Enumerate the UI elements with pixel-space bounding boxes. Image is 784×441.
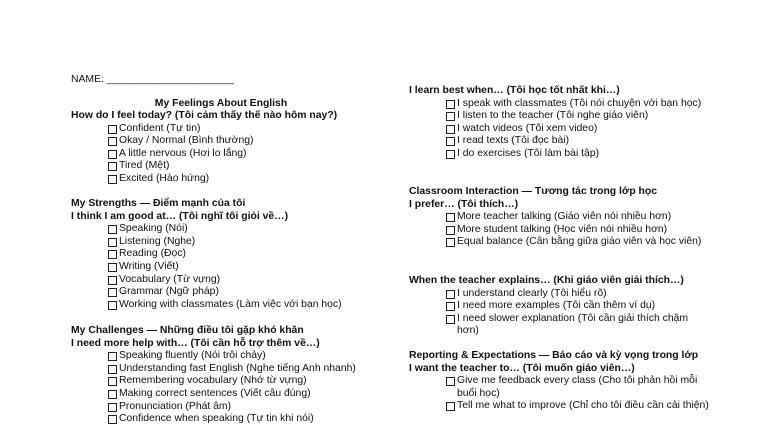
checkbox-item[interactable]: Equal balance (Cân bằng giữa giáo viên và học viên) [446, 236, 709, 249]
checkbox-list [409, 288, 709, 338]
section-strengths [71, 198, 371, 311]
section-reporting [409, 350, 709, 413]
section-teacher-explains [409, 275, 709, 338]
checkbox-item[interactable]: Making correct sentences (Viết câu đúng) [108, 388, 371, 401]
page-title: My Feelings About English [154, 98, 288, 109]
checkbox-list [71, 223, 371, 311]
section-question: I learn best when… (Tôi học tốt nhất khi…) [409, 85, 620, 96]
checkbox-item[interactable]: I listen to the teacher (Tôi nghe giáo viên) [446, 110, 709, 123]
checkbox-list [409, 375, 709, 413]
checkbox-item[interactable]: I watch videos (Tôi xem video) [446, 123, 709, 136]
section-heading: My Challenges — Những điều tôi gặp khó khăn [71, 325, 304, 336]
checkbox-list [409, 211, 709, 249]
checkbox-item[interactable]: Give me feedback every class (Cho tôi phản hồi mỗi buổi học) [446, 375, 709, 400]
checkbox-item[interactable]: More student talking (Học viên nói nhiều hơn) [446, 224, 709, 237]
checkbox-item[interactable]: A little nervous (Hơi lo lắng) [108, 148, 371, 161]
section-question: I want the teacher to… (Tôi muốn giáo viên…) [409, 362, 635, 374]
section-question: I need more help with… (Tôi cần hỗ trợ thêm về…) [71, 337, 320, 349]
checkbox-item[interactable]: I read texts (Tôi đọc bài) [446, 135, 709, 148]
checkbox-item[interactable]: I speak with classmates (Tôi nói chuyện với bạn học) [446, 98, 709, 111]
checkbox-item[interactable]: I need more examples (Tôi cần thêm ví dụ) [446, 300, 709, 313]
checkbox-item[interactable]: Understanding fast English (Nghe tiếng Anh nhanh) [108, 363, 371, 376]
checkbox-item[interactable]: Listening (Nghe) [108, 236, 371, 249]
checkbox-list [409, 98, 709, 161]
checkbox-item[interactable]: Remembering vocabulary (Nhớ từ vựng) [108, 375, 371, 388]
section-challenges [71, 325, 371, 426]
checkbox-item[interactable]: Okay / Normal (Bình thường) [108, 135, 371, 148]
checkbox-list [71, 350, 371, 426]
checkbox-item[interactable]: I do exercises (Tôi làm bài tập) [446, 148, 709, 161]
section-classroom-interaction [409, 186, 709, 249]
section-feelings [71, 110, 371, 186]
section-question: When the teacher explains… (Khi giáo viên giải thích…) [409, 275, 684, 286]
checkbox-item[interactable]: Confident (Tự tin) [108, 123, 371, 136]
checkbox-item[interactable]: Reading (Đọc) [108, 248, 371, 261]
checkbox-item[interactable]: Speaking (Nói) [108, 223, 371, 236]
checkbox-item[interactable]: Grammar (Ngữ pháp) [108, 286, 371, 299]
checkbox-item[interactable]: Writing (Viết) [108, 261, 371, 274]
checkbox-item[interactable]: Tired (Mệt) [108, 160, 371, 173]
checkbox-item[interactable]: Tell me what to improve (Chỉ cho tôi điều cần cải thiện) [446, 400, 709, 413]
section-question: I prefer… (Tôi thích…) [409, 198, 519, 210]
name-field-line: NAME: ______________________ [71, 74, 234, 85]
checkbox-item[interactable]: Vocabulary (Từ vựng) [108, 274, 371, 287]
section-heading: Classroom Interaction — Tương tác trong lớp học [409, 186, 658, 197]
checkbox-item[interactable]: More teacher talking (Giáo viên nói nhiều hơn) [446, 211, 709, 224]
section-question: How do I feel today? (Tôi cảm thấy thế nào hôm nay?) [71, 110, 338, 121]
section-heading: My Strengths — Điểm mạnh của tôi [71, 198, 246, 209]
checkbox-item[interactable]: Pronunciation (Phát âm) [108, 401, 371, 414]
section-learning-style [409, 85, 709, 161]
checkbox-item[interactable]: Working with classmates (Làm việc với bạn học) [108, 299, 371, 312]
checkbox-item[interactable]: Confidence when speaking (Tự tin khi nói) [108, 413, 371, 426]
checkbox-item[interactable]: I understand clearly (Tôi hiểu rõ) [446, 288, 709, 301]
checkbox-item[interactable]: Speaking fluently (Nói trôi chảy) [108, 350, 371, 363]
checkbox-list [71, 123, 371, 186]
section-heading: Reporting & Expectations — Báo cáo và kỳ vọng trong lớp [409, 350, 699, 361]
section-question: I think I am good at… (Tôi nghĩ tôi giỏi về…) [71, 210, 289, 222]
checkbox-item[interactable]: I need slower explanation (Tôi cần giải thích chậm hơn) [446, 313, 709, 338]
checkbox-item[interactable]: Excited (Hào hứng) [108, 173, 371, 186]
